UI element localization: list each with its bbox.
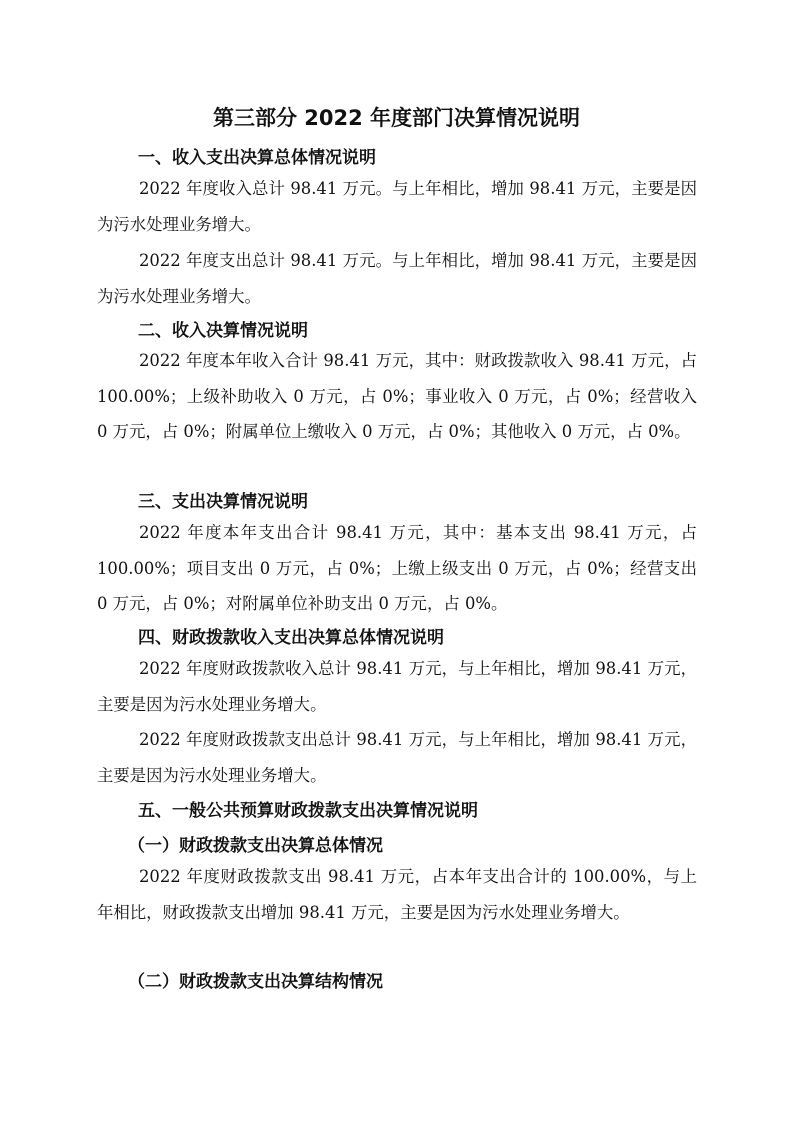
paragraph: 2022 年度财政拨款支出总计 98.41 万元，与上年相比，增加 98.41 万元，主要是因为污水处理业务增大。 [97, 730, 697, 785]
document-title: 第三部分 2022 年度部门决算情况说明 [212, 106, 581, 130]
subsection-heading-1: （一）财政拨款支出决算总体情况 [128, 836, 383, 856]
section-heading-3: 三、支出决算情况说明 [138, 492, 308, 512]
section-heading-2: 二、收入决算情况说明 [138, 321, 308, 341]
section-heading-5: 五、一般公共预算财政拨款支出决算情况说明 [138, 801, 478, 821]
paragraph: 2022 年度本年收入合计 98.41 万元，其中：财政拨款收入 98.41 万元，占 100.00%；上级补助收入 0 万元，占 0%；事业收入 0 万元，占 0%；经营收入 0 万元，占 0%；附属单位上缴收入 0 万元，占 0%；其他收入 0 万元，占 0%。 [97, 351, 697, 442]
subsection-heading-2: （二）财政拨款支出决算结构情况 [128, 972, 383, 992]
paragraph: 2022 年度收入总计 98.41 万元。与上年相比，增加 98.41 万元，主要是因为污水处理业务增大。 [97, 179, 697, 234]
paragraph: 2022 年度财政拨款收入总计 98.41 万元，与上年相比，增加 98.41 万元，主要是因为污水处理业务增大。 [97, 659, 697, 714]
section-heading-1: 一、收入支出决算总体情况说明 [138, 148, 376, 168]
paragraph: 2022 年度财政拨款支出 98.41 万元，占本年支出合计的 100.00%，与上年相比，财政拨款支出增加 98.41 万元，主要是因为污水处理业务增大。 [97, 867, 697, 922]
paragraph: 2022 年度支出总计 98.41 万元。与上年相比，增加 98.41 万元，主要是因为污水处理业务增大。 [97, 251, 697, 306]
paragraph: 2022 年度本年支出合计 98.41 万元，其中：基本支出 98.41 万元，占 100.00%；项目支出 0 万元，占 0%；上缴上级支出 0 万元，占 0%；经营支出 0 万元，占 0%；对附属单位补助支出 0 万元，占 0%。 [97, 523, 697, 614]
section-heading-4: 四、财政拨款收入支出决算总体情况说明 [138, 628, 444, 648]
